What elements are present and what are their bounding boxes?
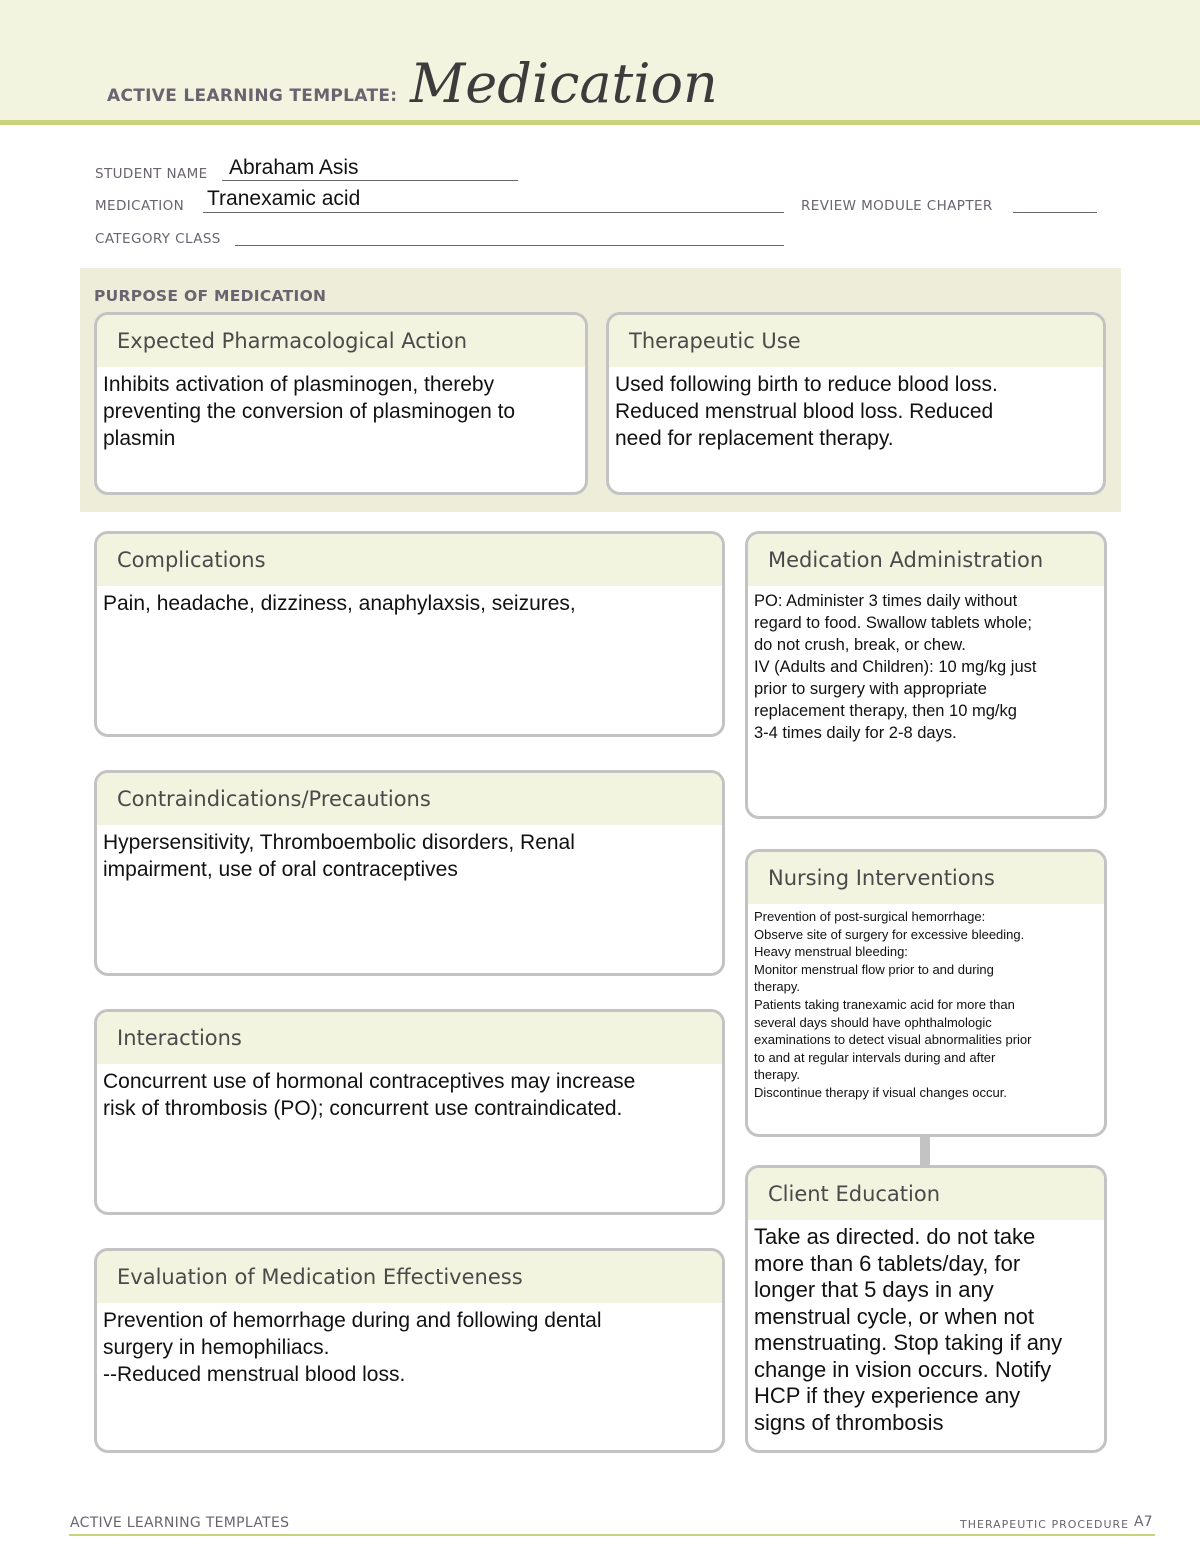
page-number: A7 bbox=[1134, 1514, 1153, 1530]
medication-field[interactable]: Tranexamic acid bbox=[207, 187, 361, 210]
evaluation-box bbox=[94, 1248, 725, 1453]
text-line: preventing the conversion of plasminogen to bbox=[103, 400, 516, 423]
medication-administration-heading: Medication Administration bbox=[748, 534, 1104, 586]
text-line: do not crush, break, or chew. bbox=[754, 636, 966, 654]
complications-text bbox=[97, 586, 722, 617]
complications-box bbox=[94, 531, 725, 737]
text-line: IV (Adults and Children): 10 mg/kg just bbox=[754, 658, 1037, 676]
student-name-line bbox=[222, 180, 518, 181]
review-module-field[interactable] bbox=[1013, 212, 1097, 213]
text-line: Observe site of surgery for excessive bleeding. bbox=[754, 926, 1025, 942]
text-line: more than 6 tablets/day, for bbox=[754, 1250, 1021, 1276]
text-line: plasmin bbox=[103, 427, 176, 450]
therapeutic-use-box bbox=[606, 312, 1106, 495]
page-title: Medication bbox=[410, 52, 718, 115]
nursing-interventions-text bbox=[748, 904, 1104, 1102]
text-line: replacement therapy, then 10 mg/kg bbox=[754, 702, 1017, 720]
text-line: Take as directed. do not take bbox=[754, 1224, 1036, 1249]
review-module-label: REVIEW MODULE CHAPTER bbox=[801, 198, 993, 214]
text-line: --Reduced menstrual blood loss. bbox=[103, 1363, 406, 1386]
student-name-field[interactable]: Abraham Asis bbox=[229, 156, 359, 179]
text-line: Reduced menstrual blood loss. Reduced bbox=[615, 400, 994, 423]
box-connector bbox=[920, 1137, 930, 1167]
medication-line bbox=[203, 212, 784, 213]
template-label: ACTIVE LEARNING TEMPLATE: bbox=[107, 86, 398, 106]
evaluation-text bbox=[97, 1303, 722, 1388]
student-name-label: STUDENT NAME bbox=[95, 166, 208, 182]
text-line: examinations to detect visual abnormalities prior bbox=[754, 1032, 1032, 1048]
category-class-field[interactable] bbox=[235, 245, 784, 246]
medication-label: MEDICATION bbox=[95, 198, 185, 214]
expected-action-text bbox=[97, 367, 585, 452]
text-line: Hypersensitivity, Thromboembolic disorders, Renal bbox=[103, 831, 575, 854]
text-line: regard to food. Swallow tablets whole; bbox=[754, 614, 1032, 632]
text-line: therapy. bbox=[754, 979, 801, 995]
text-line: PO: Administer 3 times daily without bbox=[754, 592, 1018, 610]
text-line: Used following birth to reduce blood loss. bbox=[615, 373, 998, 396]
client-education-box bbox=[745, 1165, 1107, 1453]
text-line: Prevention of post-surgical hemorrhage: bbox=[754, 909, 986, 924]
contraindications-heading: Contraindications/Precautions bbox=[97, 773, 722, 825]
footer-left-label: ACTIVE LEARNING TEMPLATES bbox=[70, 1515, 290, 1531]
nursing-interventions-box bbox=[745, 849, 1107, 1137]
interactions-box bbox=[94, 1009, 725, 1215]
interactions-heading: Interactions bbox=[97, 1012, 722, 1064]
footer-rule bbox=[69, 1534, 1155, 1536]
text-line: Patients taking tranexamic acid for more than bbox=[754, 996, 1015, 1012]
text-line: 3-4 times daily for 2-8 days. bbox=[754, 724, 957, 742]
contraindications-text bbox=[97, 825, 722, 883]
text-line: therapy. bbox=[754, 1067, 801, 1083]
therapeutic-use-heading: Therapeutic Use bbox=[609, 315, 1103, 367]
expected-action-box bbox=[94, 312, 588, 495]
text-line: impairment, use of oral contraceptives bbox=[103, 858, 458, 881]
contraindications-box bbox=[94, 770, 725, 976]
text-line: Prevention of hemorrhage during and following dental bbox=[103, 1309, 602, 1332]
text-line: to and at regular intervals during and after bbox=[754, 1049, 996, 1065]
text-line: risk of thrombosis (PO); concurrent use contraindicated. bbox=[103, 1097, 623, 1120]
text-line: menstrual cycle, or when not bbox=[754, 1303, 1035, 1329]
client-education-heading: Client Education bbox=[748, 1168, 1104, 1220]
text-line: Inhibits activation of plasminogen, thereby bbox=[103, 373, 495, 396]
text-line: Concurrent use of hormonal contraceptives may increase bbox=[103, 1070, 636, 1093]
medication-administration-text bbox=[748, 586, 1104, 744]
interactions-text bbox=[97, 1064, 722, 1122]
text-line: prior to surgery with appropriate bbox=[754, 680, 987, 698]
complications-heading: Complications bbox=[97, 534, 722, 586]
header-rule bbox=[0, 120, 1200, 125]
text-line: Pain, headache, dizziness, anaphylaxsis, seizures, bbox=[103, 592, 576, 615]
text-line: surgery in hemophiliacs. bbox=[103, 1336, 330, 1359]
text-line: signs of thrombosis bbox=[754, 1409, 944, 1435]
text-line: Discontinue therapy if visual changes occur. bbox=[754, 1084, 1007, 1100]
text-line: several days should have ophthalmologic bbox=[754, 1014, 992, 1030]
footer-right-label: THERAPEUTIC PROCEDURE bbox=[960, 1518, 1130, 1531]
nursing-interventions-heading: Nursing Interventions bbox=[748, 852, 1104, 904]
medication-administration-box bbox=[745, 531, 1107, 819]
text-line: Monitor menstrual flow prior to and during bbox=[754, 961, 994, 977]
text-line: HCP if they experience any bbox=[754, 1383, 1021, 1408]
evaluation-heading: Evaluation of Medication Effectiveness bbox=[97, 1251, 722, 1303]
client-education-text bbox=[748, 1220, 1104, 1436]
expected-action-heading: Expected Pharmacological Action bbox=[97, 315, 585, 367]
therapeutic-use-text bbox=[609, 367, 1103, 452]
category-class-label: CATEGORY CLASS bbox=[95, 231, 221, 247]
text-line: need for replacement therapy. bbox=[615, 427, 894, 450]
text-line: longer that 5 days in any bbox=[754, 1277, 994, 1302]
text-line: menstruating. Stop taking if any bbox=[754, 1330, 1063, 1355]
text-line: change in vision occurs. Notify bbox=[754, 1356, 1052, 1382]
text-line: Heavy menstrual bleeding: bbox=[754, 944, 908, 960]
purpose-title: PURPOSE OF MEDICATION bbox=[94, 287, 327, 305]
